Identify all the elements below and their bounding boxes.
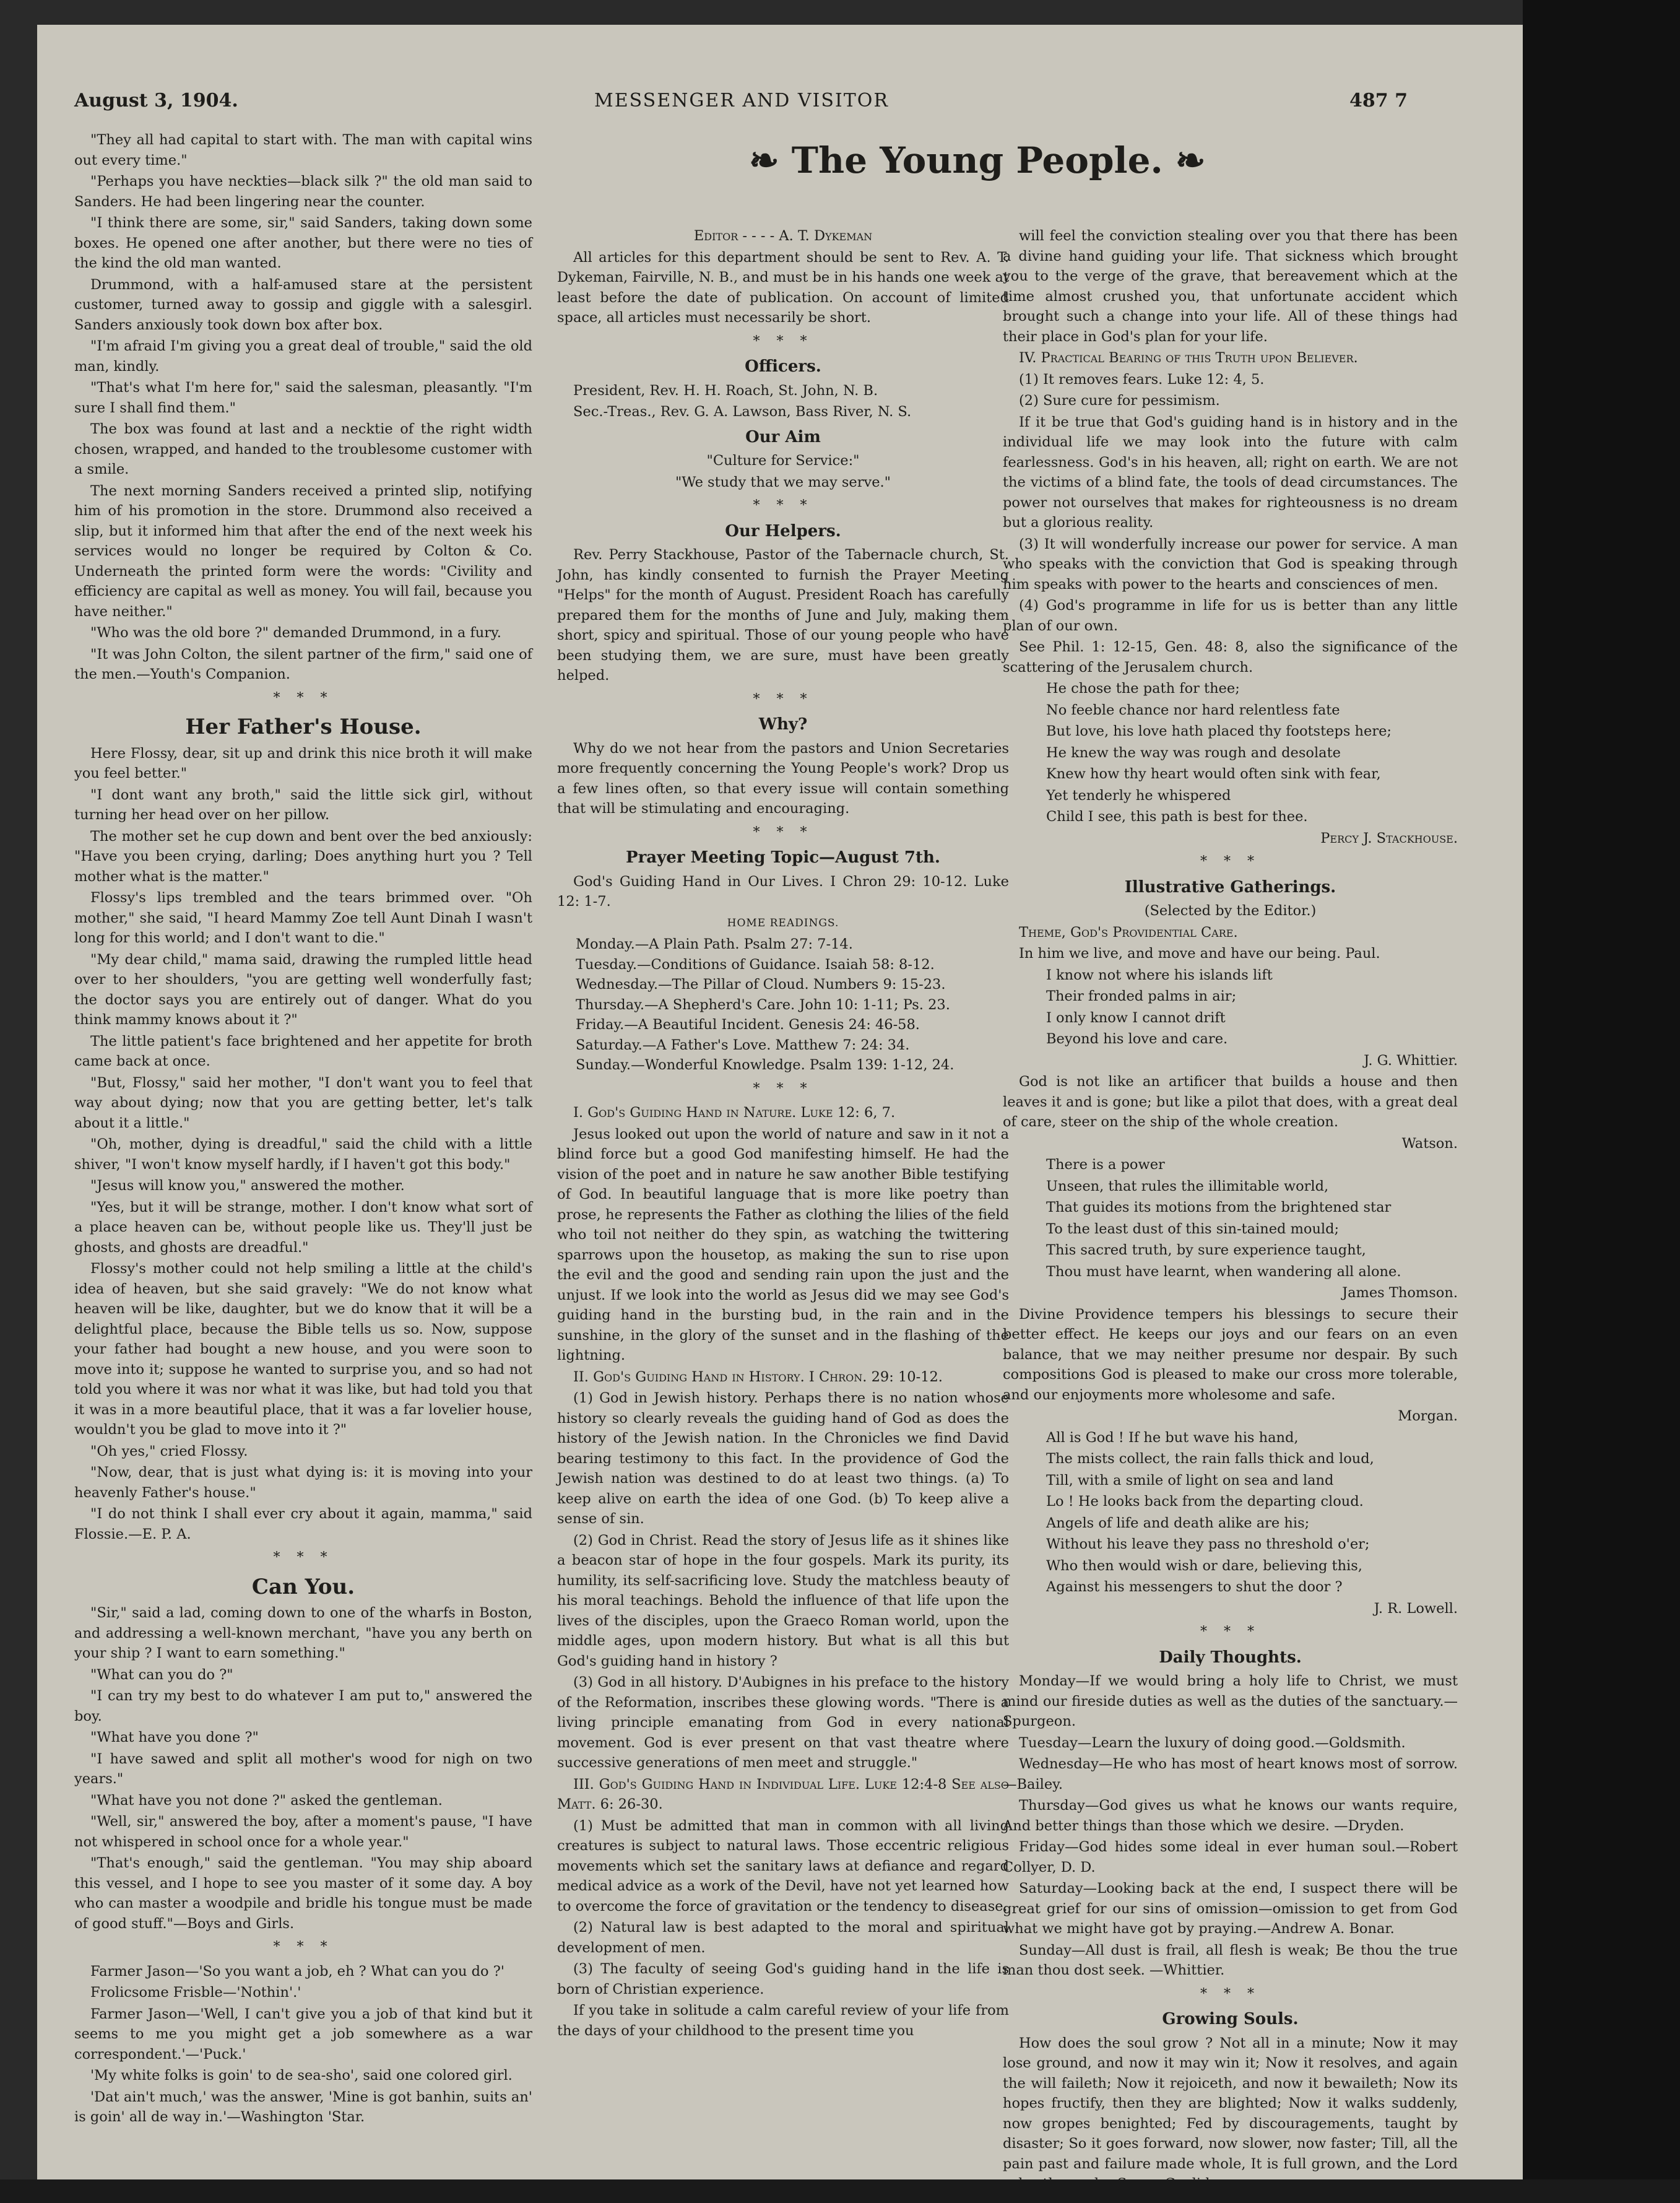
daily-thoughts-list-line: Friday—God hides some ideal in ever human soul.—Robert Collyer, D. D.	[1003, 1839, 1458, 1875]
story-intro-line: "I'm afraid I'm giving you a great deal of trouble," said the old man, kindly.	[74, 338, 532, 375]
poem-1-line: No feeble chance nor hard relentless fate	[1046, 702, 1340, 718]
story-can-you-line: "That's enough," said the gentleman. "You may ship aboard this vessel, and I hope to see you master of it some day. A boy who can master a woodpile and bridle his tongue must be made of good stuff."—Boys and Girls.	[74, 1855, 532, 1932]
helpers-text: Rev. Perry Stackhouse, Pastor of the Tabernacle church, St. John, has kindly consented to furnish the Prayer Meeting "Helps" for the month of August. President Roach has carefully prepared them for the months of June and July, making them short, spicy and spiritual. Those of our young people who have been studying them, we are sure, must have been greatly helped.	[557, 547, 1009, 684]
section-2-text-line: (1) God in Jewish history. Perhaps there is no nation whose history so clearly reveals the guiding hand of God as does the history of the Jewish nation. In the Chronicles we find David bearing testimony to this fact. In the providence of God the Jewish nation was destined to do at least two things. (a) To keep alive on earth the idea of one God. (b) To keep alive a sense of sin.	[557, 1390, 1009, 1527]
separator-dots: * * *	[1200, 854, 1260, 869]
story-fathers-house-line: "I dont want any broth," said the little sick girl, without turning her head over on her pillow.	[74, 786, 532, 823]
officers-list-line: Sec.-Treas., Rev. G. A. Lawson, Bass River, N. S.	[573, 404, 912, 420]
issue-date: August 3, 1904.	[74, 90, 238, 111]
separator-dots: * * *	[753, 691, 813, 707]
poem-3-line: Unseen, that rules the illimitable world,	[1046, 1178, 1329, 1194]
home-readings-list-line: Monday.—A Plain Path. Psalm 27: 7-14.	[576, 936, 853, 952]
jokes-line: 'Dat ain't much,' was the answer, 'Mine is got banhin, suits an' is goin' all de way in.'—Washington 'Star.	[74, 2088, 532, 2125]
separator-dots: * * *	[1200, 1624, 1260, 1640]
section-banner: ❧ The Young People. ❧	[749, 139, 1206, 181]
story-intro-line: The next morning Sanders received a printed slip, notifying him of his promotion in the store. Drummond also received a slip, but it informed him that after the end of the next week his services would no longer be required by Colton & Co. Underneath the printed form were the words: "Civility and efficiency are capital as well as money. You will fail, because you have neither."	[74, 482, 532, 620]
poem-1-line: Child I see, this path is best for thee.	[1046, 809, 1308, 825]
poem-3-line: Thou must have learnt, when wandering all alone.	[1046, 1263, 1401, 1280]
notice: All articles for this department should be sent to Rev. A. T. Dykeman, Fairville, N. B., and must be in his hands one week at least before the date of publication. On account of limited space, all articles must necessarily be short.	[557, 249, 1009, 326]
poem-1-author: Percy J. Stackhouse.	[1320, 830, 1458, 846]
theme-line: Theme, God's Providential Care.	[1019, 924, 1238, 941]
separator-dots: * * *	[753, 498, 813, 513]
newspaper-page	[37, 25, 1523, 2179]
poem-3	[1003, 1155, 1458, 1282]
section-3-text-line: If you take in solitude a calm careful review of your life from the days of your childhood to the present time you	[557, 2002, 1009, 2039]
section-4-text-line: (3) It will wonderfully increase our power for service. A man who speaks with the conviction that God is speaking through him speaks with power to the hearts and consciences of men.	[1003, 536, 1458, 593]
helpers-title: Our Helpers.	[725, 521, 841, 541]
daily-thoughts-list	[1003, 1671, 1458, 1981]
poem-4-line: Lo ! He looks back from the departing cloud.	[1046, 1493, 1364, 1510]
story-can-you-line: "Well, sir," answered the boy, after a moment's pause, "I have not whispered in school once for a whole year."	[74, 1814, 532, 1850]
poem-4	[1003, 1428, 1458, 1597]
quote-1: In him we live, and move and have our being. Paul.	[1019, 945, 1380, 962]
poem-2-line: Beyond his love and care.	[1046, 1031, 1228, 1047]
daily-thoughts-list-line: Tuesday—Learn the luxury of doing good.—Goldsmith.	[1019, 1734, 1406, 1751]
story-fathers-house-line: The little patient's face brightened and her appetite for broth came back at once.	[74, 1033, 532, 1069]
poem-1-line: Knew how thy heart would often sink with fear,	[1046, 766, 1381, 782]
jokes	[74, 1962, 532, 2127]
page-number: 487 7	[1349, 90, 1408, 111]
officers-title: Officers.	[745, 357, 821, 376]
column-middle	[557, 226, 1009, 2042]
section-1-title: I. God's Guiding Hand in Nature. Luke 12: 6, 7.	[573, 1105, 896, 1121]
aim-list-line: "Culture for Service:"	[706, 453, 860, 469]
illustrative-title: Illustrative Gatherings.	[1124, 877, 1336, 897]
daily-thoughts-list-line: Sunday—All dust is frail, all flesh is weak; Be thou the true man thou dost seek. —Whittier.	[1003, 1942, 1458, 1978]
poem-4-line: All is God ! If he but wave his hand,	[1046, 1429, 1299, 1446]
separator-dots: * * *	[273, 690, 334, 706]
separator-dots: * * *	[273, 1939, 334, 1955]
story-fathers-house-line: "I do not think I shall ever cry about it again, mamma," said Flossie.—E. P. A.	[74, 1506, 532, 1542]
poem-2-line: I only know I cannot drift	[1046, 1009, 1226, 1026]
story-fathers-house-line: "Oh yes," cried Flossy.	[90, 1443, 248, 1459]
story-intro-line: "Perhaps you have neckties—black silk ?" the old man said to Sanders. He had been lingering near the counter.	[74, 173, 532, 210]
quote-3: Divine Providence tempers his blessings to secure their better effect. He keeps our joys and our fears on an even balance, that we may neither presume nor despair. By such compositions God is pleased to make our cross more tolerable, and our enjoyments more wholesome and safe.	[1003, 1306, 1458, 1403]
story-can-you-line: "I can try my best to do whatever I am put to," answered the boy.	[74, 1688, 532, 1724]
separator-dots: * * *	[273, 1550, 334, 1565]
story-intro	[74, 130, 532, 685]
section-3-text-line: (2) Natural law is best adapted to the moral and spiritual development of men.	[557, 1919, 1009, 1956]
poem-3-line: To the least dust of this sin-tained mould;	[1046, 1220, 1340, 1237]
story-title-fathers-house: Her Father's House.	[185, 715, 422, 739]
quote-2: God is not like an artificer that builds a house and then leaves it and is gone; but like a pilot that does, with a great deal of care, steer on the ship of the whole creation.	[1003, 1074, 1458, 1130]
home-readings-list-line: Sunday.—Wonderful Knowledge. Psalm 139: 1-12, 24.	[576, 1057, 955, 1073]
story-intro-line: The box was found at last and a necktie of the right width chosen, wrapped, and handed to the troublesome customer with a smile.	[74, 421, 532, 477]
column-right	[1003, 226, 1458, 2196]
poem-2-author: J. G. Whittier.	[1364, 1052, 1458, 1069]
poem-4-line: Who then would wish or dare, believing this,	[1046, 1557, 1362, 1574]
separator-dots: * * *	[1200, 1986, 1260, 2002]
section-2-text	[557, 1388, 1009, 1773]
poem-4-author: J. R. Lowell.	[1374, 1600, 1458, 1617]
story-intro-line: "I think there are some, sir," said Sanders, taking down some boxes. He opened one after another, but there were no ties of the kind the old man wanted.	[74, 215, 532, 271]
home-readings-list-line: Tuesday.—Conditions of Guidance. Isaiah 58: 8-12.	[576, 956, 935, 973]
illustrative-subtitle: (Selected by the Editor.)	[1144, 903, 1317, 919]
poem-3-line: There is a power	[1046, 1157, 1165, 1173]
poem-4-line: Angels of life and death alike are his;	[1046, 1514, 1310, 1531]
section-4-title: IV. Practical Bearing of this Truth upon Believer.	[1019, 350, 1358, 366]
section-4-text	[1003, 370, 1458, 678]
quote-3-author: Morgan.	[1398, 1408, 1458, 1424]
home-readings-list-line: Thursday.—A Shepherd's Care. John 10: 1-11; Ps. 23.	[576, 996, 950, 1013]
daily-thoughts-list-line: Monday—If we would bring a holy life to Christ, we must mind our fireside duties as well as the duties of the sanctuary.—Spurgeon.	[1003, 1673, 1458, 1729]
story-intro-line: "It was John Colton, the silent partner of the firm," said one of the men.—Youth's Companion.	[74, 646, 532, 682]
story-can-you-line: "What have you not done ?" asked the gentleman.	[90, 1792, 443, 1809]
jokes-line: Farmer Jason—'Well, I can't give you a job of that kind but it seems to me you might get a job somewhere as a war correspondent.'—'Puck.'	[74, 2005, 532, 2062]
home-readings-list	[557, 934, 1009, 1075]
poem-1-line: He knew the way was rough and desolate	[1046, 744, 1341, 761]
story-fathers-house-line: "Yes, but it will be strange, mother. I don't know what sort of a place heaven can be, without people like us. They'll just be ghosts, and ghosts are dreadful."	[74, 1199, 532, 1256]
poem-2-line: Their fronded palms in air;	[1046, 988, 1237, 1004]
story-intro-line: "That's what I'm here for," said the salesman, pleasantly. "I'm sure I shall find them."	[74, 380, 532, 416]
growing-souls-poem: How does the soul grow ? Not all in a minute; Now it may lose ground, and now it may win it; Now it resolves, and again the will faileth; Now it rejoiceth, and now it bewaileth; Now its hopes fructify, then they are blighted; Now it walks suddenly, now gropes benighted; Fed by discouragements, taught by disaster; So it goes forward, now slower, now faster; Till, all the pain past and failure made whole, It is full grown, and the Lord	[1003, 2035, 1458, 2172]
section-4-text-line: See Phil. 1: 12-15, Gen. 48: 8, also the significance of the scattering of the Jerusalem church.	[1003, 639, 1458, 676]
daily-thoughts-title: Daily Thoughts.	[1159, 1648, 1302, 1667]
aim-list-line: "We study that we may serve."	[675, 474, 891, 490]
continued-text: will feel the conviction stealing over you that there has been a divine hand guiding your life. That sickness which brought you to the verge of the grave, that bereavement which at the time almost crushed you, that unfortunate accident which brought such a change into your life. All of these things had their place in God's plan for your life.	[1003, 228, 1458, 345]
story-intro-line: Drummond, with a half-amused stare at the persistent customer, turned away to gossip and giggle with a salesgirl. Sanders anxiously took down box after box.	[74, 276, 532, 333]
story-fathers-house-line: Flossy's lips trembled and the tears brimmed over. "Oh mother," she said, "I heard Mammy Zoe tell Aunt Dinah I wasn't long for this world; and I don't want to die."	[74, 890, 532, 946]
jokes-line: Farmer Jason—'So you want a job, eh ? What can you do ?'	[90, 1963, 504, 1979]
section-3-text-line: (3) The faculty of seeing God's guiding hand in the life is born of Christian experience.	[557, 1961, 1009, 1997]
officers-list	[557, 381, 1009, 422]
poem-4-line: Without his leave they pass no threshold o'er;	[1046, 1536, 1370, 1552]
aim-list	[557, 451, 1009, 492]
scan-border-bottom	[0, 2179, 1680, 2203]
poem-1-line: He chose the path for thee;	[1046, 680, 1240, 697]
poem-1-line: But love, his love hath placed thy footsteps here;	[1046, 723, 1392, 739]
scan-border	[1523, 0, 1680, 2203]
separator-dots: * * *	[753, 824, 813, 840]
daily-thoughts-list-line: Thursday—God gives us what he knows our wants require, And better things than those which we desire. —Dryden.	[1003, 1797, 1458, 1834]
story-fathers-house-line: "Now, dear, that is just what dying is: it is moving into your heavenly Father's house."	[74, 1464, 532, 1501]
poem-4-line: Against his messengers to shut the door ?	[1046, 1579, 1343, 1595]
story-can-you-line: "What can you do ?"	[90, 1666, 233, 1683]
home-readings-list-line: Wednesday.—The Pillar of Cloud. Numbers 9: 15-23.	[576, 976, 946, 993]
daily-thoughts-list-line: Saturday—Looking back at the end, I suspect there will be great grief for our sins of omission—omission to get from God what we might have got by praying.—Andrew A. Bonar.	[1003, 1880, 1458, 1937]
poem-3-author: James Thomson.	[1342, 1285, 1458, 1301]
topic-text: God's Guiding Hand in Our Lives. I Chron 29: 10-12. Luke 12: 1-7.	[557, 873, 1009, 910]
home-readings-title: HOME READINGS.	[727, 916, 839, 929]
story-fathers-house-line: "My dear child," mama said, drawing the rumpled little head over to her shoulders, "you are getting well wonderfully fast; the doctor says you are entirely out of danger. What do you think mammy knows about it ?"	[74, 951, 532, 1028]
story-can-you	[74, 1603, 532, 1934]
quote-2-author: Watson.	[1401, 1135, 1458, 1152]
home-readings-list-line: Saturday.—A Father's Love. Matthew 7: 24: 34.	[576, 1036, 910, 1053]
poem-1	[1003, 679, 1458, 827]
story-fathers-house-line: "Oh, mother, dying is dreadful," said the child with a little shiver, "I won't know myself hardly, if I haven't got this body."	[74, 1136, 532, 1173]
page-header	[37, 65, 1523, 111]
poem-4-line: The mists collect, the rain falls thick and loud,	[1046, 1451, 1374, 1467]
why-text: Why do we not hear from the pastors and Union Secretaries more frequently concerning the Young People's work? Drop us a few lines often, so that every issue will contain something that will be stimulating and encouraging.	[557, 740, 1009, 817]
section-4-text-line: (4) God's programme in life for us is better than any little plan of our own.	[1003, 597, 1458, 634]
poem-3-line: This sacred truth, by sure experience taught,	[1046, 1242, 1366, 1258]
story-intro-line: "They all had capital to start with. The man with capital wins out every time."	[74, 132, 532, 168]
story-can-you-line: "I have sawed and split all mother's wood for nigh on two years."	[74, 1750, 532, 1787]
officers-list-line: President, Rev. H. H. Roach, St. John, N. B.	[573, 382, 878, 399]
editor-line: Editor - - - - A. T. Dykeman	[693, 228, 873, 244]
poem-3-line: That guides its motions from the brightened star	[1046, 1199, 1392, 1215]
section-3-text	[557, 1816, 1009, 2041]
section-2-title: II. God's Guiding Hand in History. I Chron. 29: 10-12.	[573, 1368, 943, 1385]
jokes-line: 'My white folks is goin' to de sea-sho', said one colored girl.	[90, 2067, 513, 2084]
story-can-you-line: "Sir," said a lad, coming down to one of the wharfs in Boston, and addressing a well-known merchant, "have you any berth on your ship ? I want to earn something."	[74, 1605, 532, 1661]
section-3-title: III. God's Guiding Hand in Individual Life. Luke 12:4-8 See also Matt. 6: 26-30.	[557, 1776, 1009, 1812]
masthead-title: MESSENGER AND VISITOR	[594, 90, 889, 111]
section-4-text-line: (2) Sure cure for pessimism.	[1019, 393, 1220, 409]
poem-4-line: Till, with a smile of light on sea and land	[1046, 1472, 1334, 1488]
daily-thoughts-list-line: Wednesday—He who has most of heart knows most of sorrow.—Bailey.	[1003, 1756, 1458, 1792]
story-fathers-house-line: "Jesus will know you," answered the mother.	[90, 1178, 405, 1194]
story-title-can-you: Can You.	[251, 1574, 355, 1599]
story-fathers-house-line: "But, Flossy," said her mother, "I don't want you to feel that way about dying; now that you are getting better, let's talk about it a little."	[74, 1074, 532, 1131]
story-fathers-house-line: Flossy's mother could not help smiling a little at the child's idea of heaven, but she said gravely: "We do not know what heaven will be like, daughter, but we do know that it will be a delightful place, because the Bible tells us so. Now, suppose your father had bought a new house, and you were soon to move into it; suppose he wanted to surprise you, and so had not told you where it was nor what it was like, but had told you that it was in a more beautiful place, that it was a far lovelier house, wouldn't you be glad to move into it ?"	[74, 1261, 532, 1438]
section-2-text-line: (2) God in Christ. Read the story of Jesus life as it shines like a beacon star of hope in the four gospels. Mark its purity, its humility, its self-sacrificing love. Study the matchless beauty of his moral teachings. Behold the influence of that life upon the lives of the disciples, upon the Graeco Roman world, upon the middle ages, upon modern history. But what is all this but God's guiding hand in history ?	[557, 1532, 1009, 1669]
section-4-text-line: If it be true that God's guiding hand is in history and in the individual life we may look into the future with calm fearlessness. God's in his heaven, all; right on earth. We are not the victims of a blind fate, the tools of dead circumstances. The power not ourselves that makes for righteousness is no dream but a glorious reality.	[1003, 414, 1458, 531]
topic-title: Prayer Meeting Topic—August 7th.	[626, 848, 940, 867]
section-1-text: Jesus looked out upon the world of nature and saw in it not a blind force but a good God manifesting himself. He had the vision of the poet and in nature he saw another Bible testifying of God. In beautiful language that is more like poetry than prose, he represents the Father as clothing the lilies of the field who toil not neither do they spin, as watching the twittering sparrows upon the housetop, as making the sun to rise upon the evil and the good and sending rain upon the just and the unjust. If we look into the world as Jesus did we may see God's guiding hand in the bursting bud, in the rain and in the sunshine, in the glory of the sunset and in the flashing of the lightning.	[557, 1126, 1009, 1363]
column-left	[74, 130, 532, 2129]
story-can-you-line: "What have you done ?"	[90, 1729, 259, 1745]
home-readings-list-line: Friday.—A Beautiful Incident. Genesis 24: 46-58.	[576, 1017, 920, 1033]
story-fathers-house-line: The mother set he cup down and bent over the bed anxiously: "Have you been crying, darling; Does anything hurt you ? Tell mother what is the matter."	[74, 828, 532, 885]
poem-2	[1003, 965, 1458, 1049]
separator-dots: * * *	[753, 333, 813, 349]
story-fathers-house-line: Here Flossy, dear, sit up and drink this nice broth it will make you feel better."	[74, 745, 532, 781]
growing-souls-title: Growing Souls.	[1162, 2010, 1299, 2028]
poem-1-line: Yet tenderly he whispered	[1046, 787, 1231, 804]
section-2-text-line: (3) God in all history. D'Aubignes in his preface to the history of the Reformation, inscribes these glowing words. "There is a living principle emanating from God in every national movement. God is ever present on that vast theatre where successive generations of men meet and struggle."	[557, 1674, 1009, 1771]
aim-title: Our Aim	[745, 427, 821, 446]
separator-dots: * * *	[753, 1080, 813, 1097]
jokes-line: Frolicsome Frisble—'Nothin'.'	[90, 1984, 301, 2001]
section-3-text-line: (1) Must be admitted that man in common with all living creatures is subject to natural laws. Those eccentric religious movements which set the sanitary laws at defiance and regard medical advice as a work of the Devil, have not yet learned how to overcome the force of gravitation or the tendency to disease.	[557, 1817, 1009, 1914]
story-fathers-house	[74, 744, 532, 1545]
why-title: Why?	[758, 715, 808, 734]
story-intro-line: "Who was the old bore ?" demanded Drummond, in a fury.	[90, 625, 501, 641]
section-4-text-line: (1) It removes fears. Luke 12: 4, 5.	[1019, 371, 1265, 388]
poem-2-line: I know not where his islands lift	[1046, 967, 1273, 983]
